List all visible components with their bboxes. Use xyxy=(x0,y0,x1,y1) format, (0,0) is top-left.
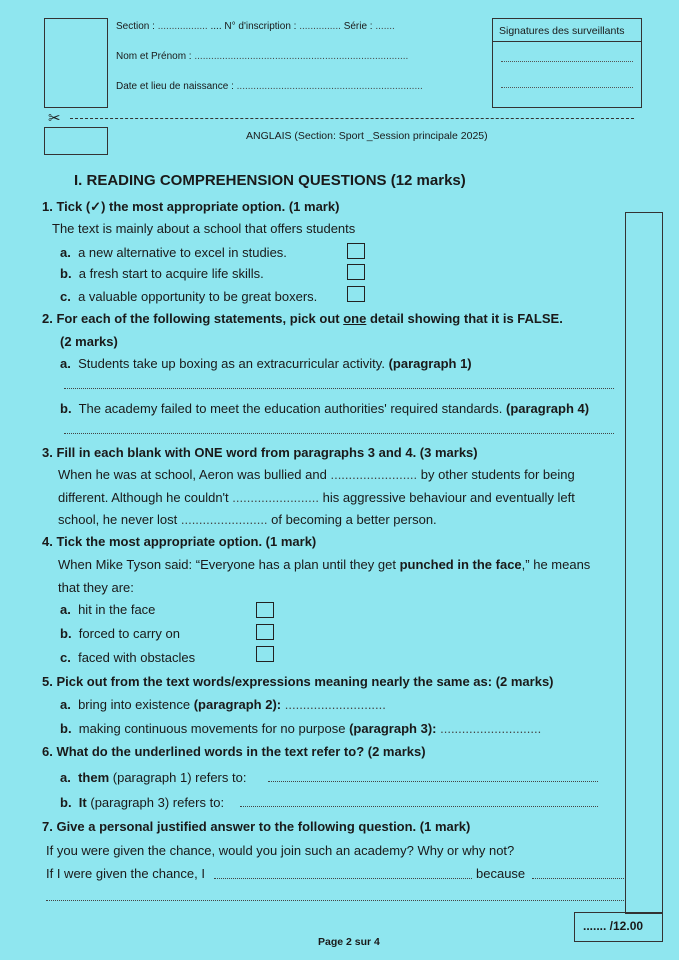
q4-heading: 4. Tick the most appropriate option. (1 mark) xyxy=(42,534,317,549)
q2-item-a: a. Students take up boxing as an extracurricular activity. (paragraph 1) xyxy=(60,356,472,371)
signature-line-1[interactable] xyxy=(501,61,633,62)
q7-heading: 7. Give a personal justified answer to the following question. (1 mark) xyxy=(42,819,471,834)
q1-checkbox-a[interactable] xyxy=(347,243,365,259)
q2-answer-b-line[interactable] xyxy=(64,433,614,434)
q7-answer-start: If I were given the chance, I xyxy=(46,866,205,881)
cut-line xyxy=(70,118,634,119)
birth-field[interactable]: Date et lieu de naissance : ................................................................... xyxy=(116,81,423,92)
q3-heading: 3. Fill in each blank with ONE word from paragraphs 3 and 4. (3 marks) xyxy=(42,445,478,460)
q7-answer-line-2[interactable] xyxy=(532,878,624,879)
q6-heading: 6. What do the underlined words in the text refer to? (2 marks) xyxy=(42,744,426,759)
q2-answer-a-line[interactable] xyxy=(64,388,614,389)
q7-answer-line-3[interactable] xyxy=(46,900,624,901)
signature-line-2[interactable] xyxy=(501,87,633,88)
q5-item-b: b. making continuous movements for no purpose (paragraph 3): ............................ xyxy=(60,721,542,736)
q6-item-b: b. It (paragraph 3) refers to: xyxy=(60,795,225,810)
section-field[interactable]: Section : .................. .... N° d'inscription : ............... Série : ....... xyxy=(116,21,395,32)
q2-heading: 2. For each of the following statements, pick out one detail showing that it is FALSE. xyxy=(42,311,563,326)
q3-line-1: When he was at school, Aeron was bullied and ........................ by other students for being xyxy=(58,467,575,482)
q4-option-b: b. forced to carry on xyxy=(60,626,180,641)
q4-option-a: a. hit in the face xyxy=(60,602,156,617)
name-field[interactable]: Nom et Prénom : ............................................................................. xyxy=(116,51,409,62)
score-box xyxy=(574,912,663,942)
photo-box xyxy=(44,18,108,108)
section-title: I. READING COMPREHENSION QUESTIONS (12 marks) xyxy=(74,172,466,189)
q1-option-b: b. a fresh start to acquire life skills. xyxy=(60,266,264,281)
q3-line-3: school, he never lost ........................ of becoming a better person. xyxy=(58,512,437,527)
q1-option-c: c. a valuable opportunity to be great boxers. xyxy=(60,289,318,304)
q1-checkbox-b[interactable] xyxy=(347,264,365,280)
q5-blank-a[interactable]: ............................ xyxy=(284,697,386,712)
q7-answer-line-1[interactable] xyxy=(214,878,472,879)
scissors-icon: ✂ xyxy=(48,110,61,127)
score-text: ....... /12.00 xyxy=(583,919,644,933)
code-box xyxy=(44,127,108,155)
q2-marks: (2 marks) xyxy=(60,334,118,349)
q1-option-a: a. a new alternative to excel in studies. xyxy=(60,245,287,260)
q4-checkbox-a[interactable] xyxy=(256,602,274,618)
q1-checkbox-c[interactable] xyxy=(347,286,365,302)
q3-blank-2[interactable]: ........................ xyxy=(232,490,319,505)
q4-stem-2: that they are: xyxy=(58,580,134,595)
subject-line: ANGLAIS (Section: Sport _Session principale 2025) xyxy=(246,130,488,142)
signatures-divider xyxy=(493,41,641,42)
q1-stem: The text is mainly about a school that offers students xyxy=(52,221,356,236)
q7-question: If you were given the chance, would you join such an academy? Why or why not? xyxy=(46,843,515,858)
q6-item-a: a. them (paragraph 1) refers to: xyxy=(60,770,247,785)
q4-stem: When Mike Tyson said: “Everyone has a plan until they get punched in the face,” he means xyxy=(58,557,591,572)
q1-heading: 1. Tick (✓) the most appropriate option. (1 mark) xyxy=(42,199,340,214)
q4-checkbox-c[interactable] xyxy=(256,646,274,662)
q6-answer-a-line[interactable] xyxy=(268,781,598,782)
signatures-box xyxy=(492,18,642,108)
q4-option-c: c. faced with obstacles xyxy=(60,650,196,665)
q7-because: because xyxy=(476,866,526,881)
q3-line-2: different. Although he couldn't ........................ his aggressive behaviour and eventually left xyxy=(58,490,575,505)
page-number: Page 2 sur 4 xyxy=(318,936,380,948)
q5-heading: 5. Pick out from the text words/expressions meaning nearly the same as: (2 marks) xyxy=(42,674,554,689)
signatures-title: Signatures des surveillants xyxy=(499,25,625,37)
q3-blank-3[interactable]: ........................ xyxy=(180,512,268,527)
grading-margin xyxy=(625,212,663,914)
q5-item-a: a. bring into existence (paragraph 2): ............................ xyxy=(60,697,386,712)
q2-item-b: b. The academy failed to meet the education authorities' required standards. (paragraph 4) xyxy=(60,401,590,416)
q5-blank-b[interactable]: ............................ xyxy=(440,721,542,736)
q3-blank-1[interactable]: ........................ xyxy=(330,467,418,482)
q6-answer-b-line[interactable] xyxy=(240,806,598,807)
q4-checkbox-b[interactable] xyxy=(256,624,274,640)
